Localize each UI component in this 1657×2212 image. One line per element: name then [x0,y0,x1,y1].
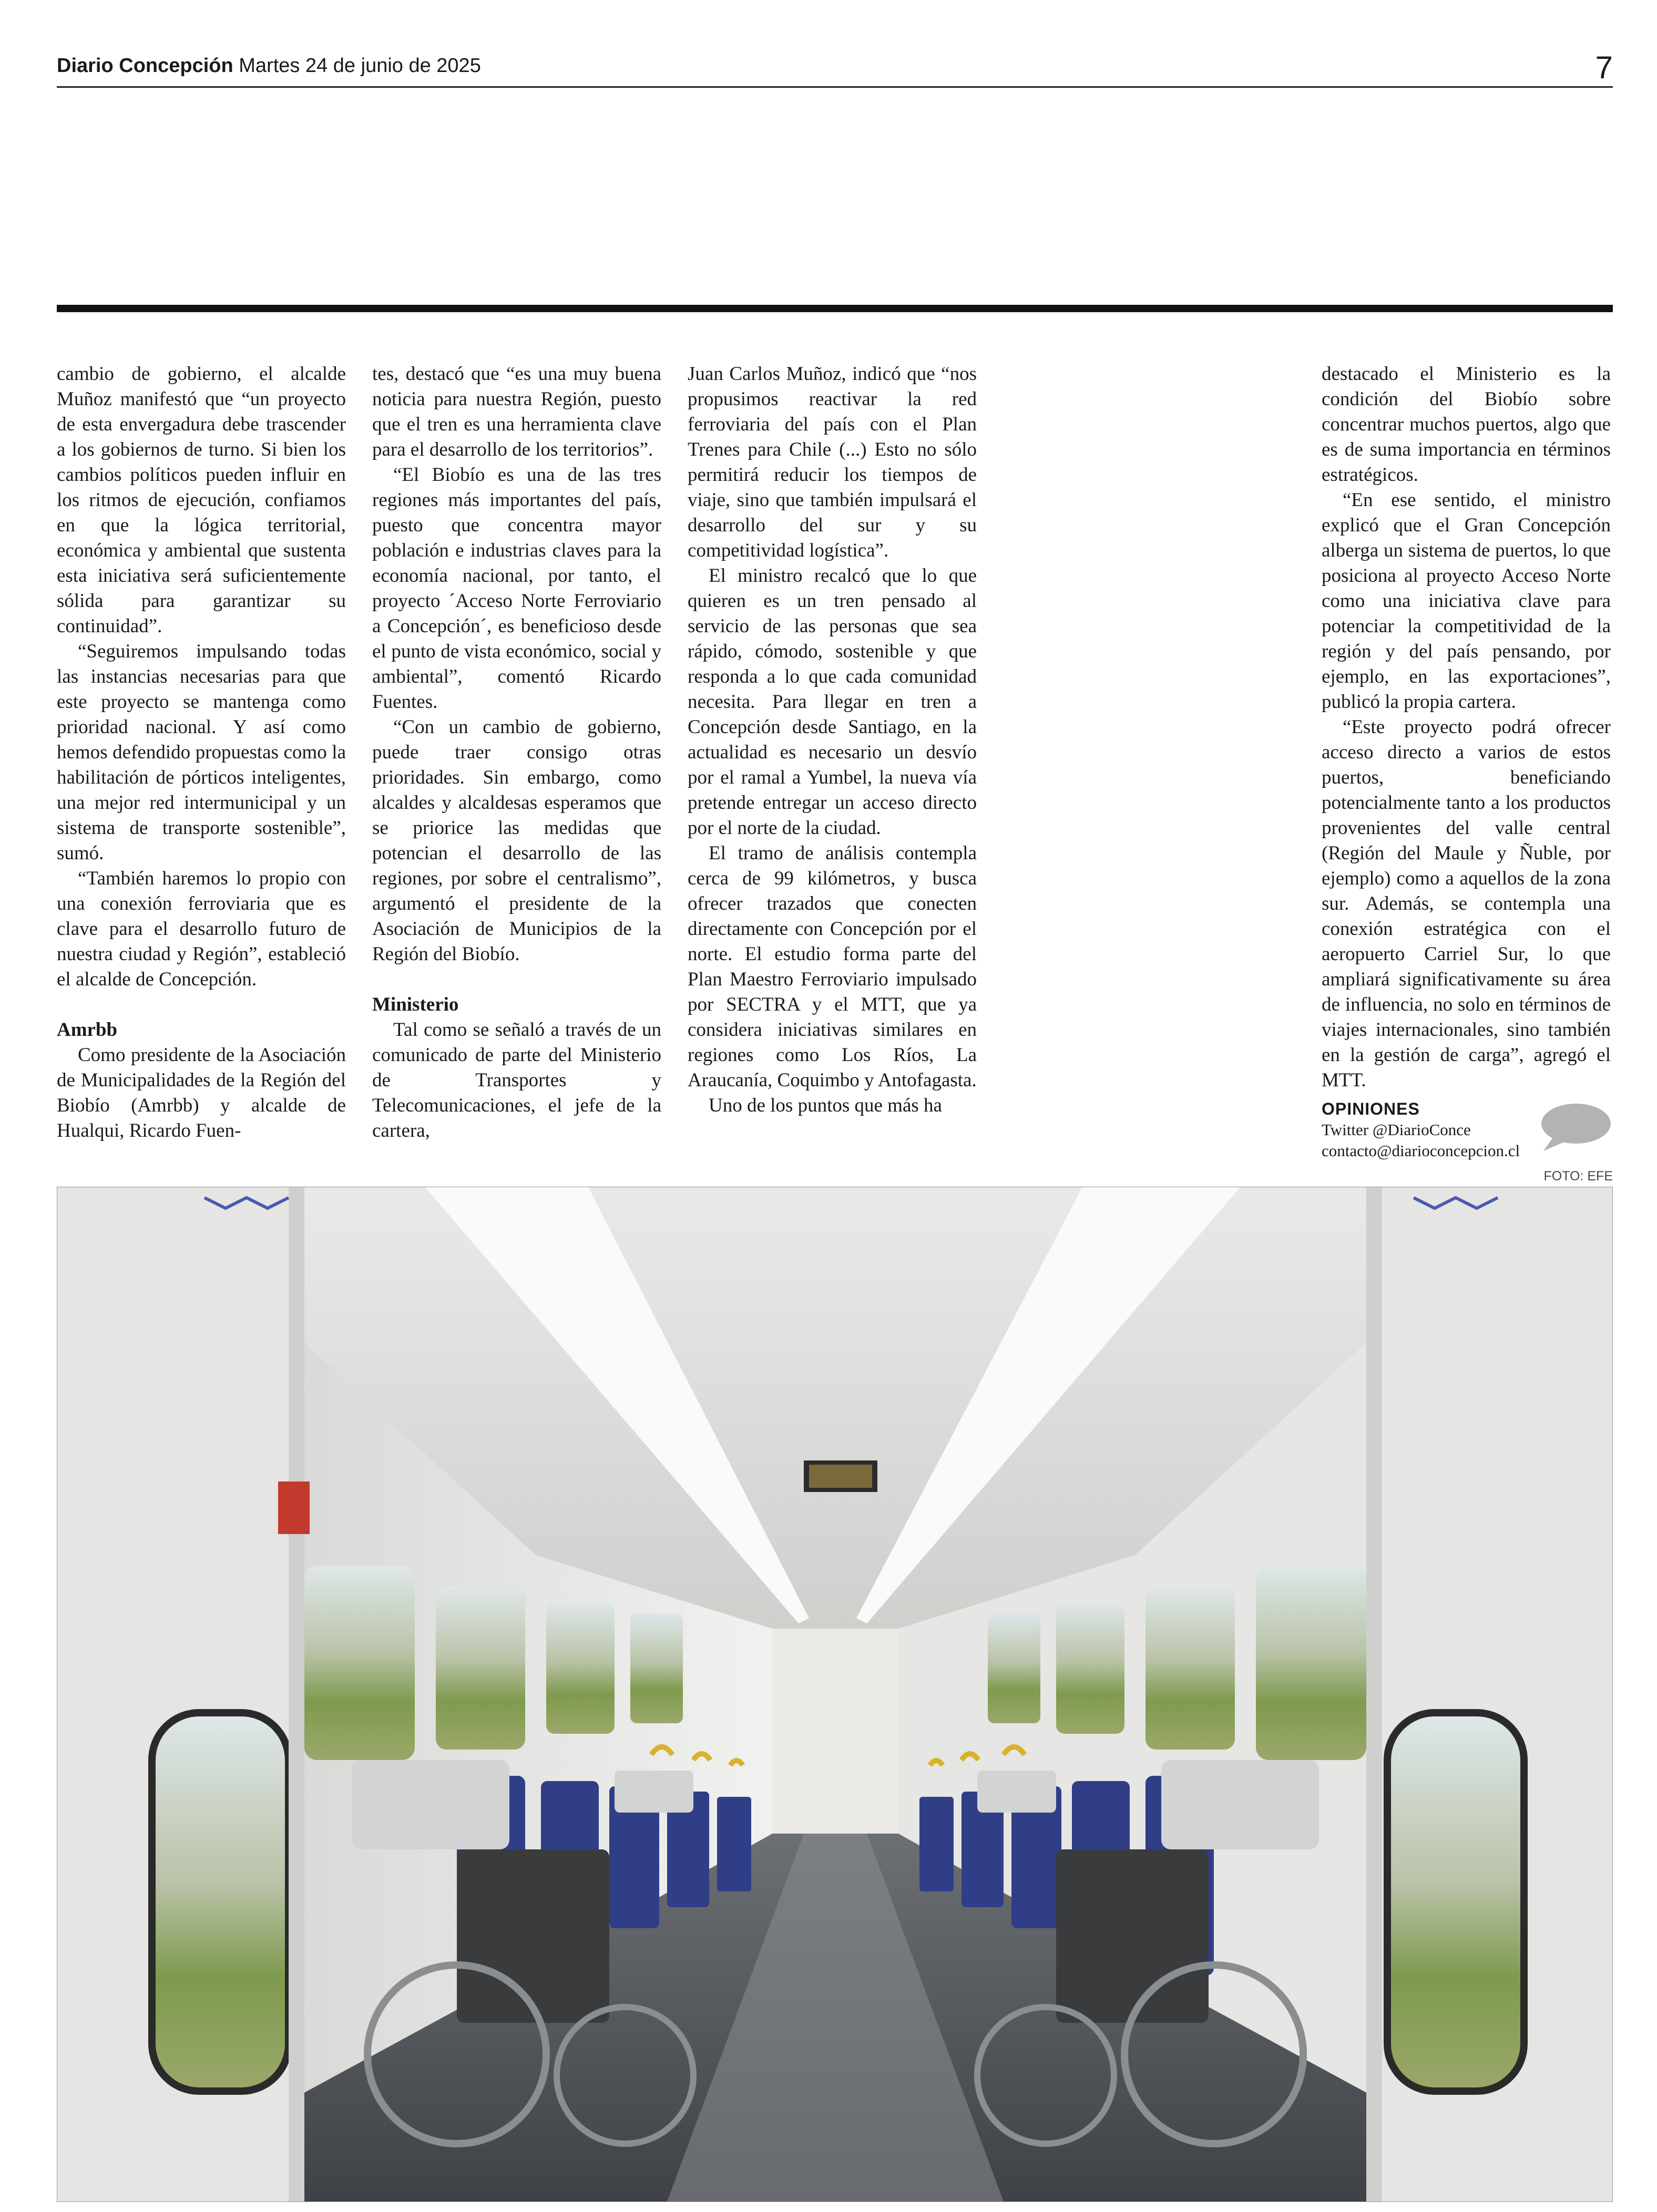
paragraph: Tal como se señaló a través de un comunicado de parte del Ministerio de Transportes y Telecomunicaciones, el jefe de la cartera, [372,1019,661,1141]
paragraph: “En ese sentido, el ministro explicó que el Gran Concepción alberga un sistema de puertos, lo que posiciona al proyecto Acceso Norte como una iniciativa clave para potenciar la competitividad de la región y del país pensando, por ejemplo, en las exportaciones”, publicó la propia cartera. [1322,489,1611,713]
speech-bubble-icon [1538,1102,1612,1153]
train-interior-photo [57,1187,1613,2202]
section-rule [57,305,1613,312]
paragraph: Como presidente de la Asociación de Municipalidades de la Región del Biobío (Amrbb) y alcalde de Hualqui, Ricardo Fuen- [57,1044,346,1141]
paragraph: “Seguiremos impulsando todas las instancias necesarias para que este proyecto se mantenga como prioridad nacional. Y así como hemos defendido propuestas como la habilitación de pórticos inteligentes, una mejor red intermunicipal y un sistema de transporte sostenible”, sumó. [57,641,346,864]
train-interior-illustration [57,1187,1612,2201]
page-number: 7 [1595,50,1613,85]
paragraph: Uno de los puntos que más ha [709,1095,942,1116]
page-header [57,48,1613,88]
photo-credit: FOTO: EFE [1543,1169,1613,1184]
paragraph: “Con un cambio de gobierno, puede traer consigo otras prioridades. Sin embargo, como alcaldes y alcaldesas esperamos que se priorice las medidas que potencian el desarrollo de las regiones, por sobre el centralismo”, argumentó el presidente de la Asociación de Municipios de la Región del Biobío. [372,716,661,965]
issue-date: Martes 24 de junio de 2025 [239,55,481,77]
subheading-ministerio: Ministerio [372,994,459,1015]
article-column-4 [1322,362,1611,1093]
paragraph: tes, destacó que “es una muy buena noticia para nuestra Región, puesto que el tren es una herramienta clave para el desarrollo de los territorios”. [372,363,661,460]
paragraph: Juan Carlos Muñoz, indicó que “nos propusimos reactivar la red ferroviaria del país con el Plan Trenes para Chile (...) Esto no sólo permitirá reducir los tiempos de viaje, sino que también impulsará el desarrollo del sur y su competitividad logística”. [688,363,977,561]
masthead [57,55,481,77]
opinions-twitter[interactable]: Twitter @DiarioConce [1322,1120,1471,1139]
subheading-amrbb: Amrbb [57,1019,118,1041]
publication-name: Diario Concepción [57,55,233,77]
article-column-3 [688,362,977,1118]
paragraph: cambio de gobierno, el alcalde Muñoz manifestó que “un proyecto de esta envergadura debe trascender a los gobiernos de turno. Si bien los cambios políticos pueden influir en los ritmos de ejecución, confiamos en que la lógica territorial, económica y ambiental que sustenta esta iniciativa será suficientemente sólida para garantizar su continuidad”. [57,363,346,637]
paragraph: El tramo de análisis contempla cerca de 99 kilómetros, y busca ofrecer trazados que conecten directamente con Concepción por el norte. El estudio forma parte del Plan Maestro Ferroviario impulsado por SECTRA y el MTT, que ya considera iniciativas similares en regiones como Los Ríos, La Araucanía, Coquimbo y Antofagasta. [688,842,977,1091]
paragraph: destacado el Ministerio es la condición del Biobío sobre concentrar muchos puertos, algo que es de suma importancia en términos estratégicos. [1322,363,1611,486]
paragraph: “También haremos lo propio con una conexión ferroviaria que es clave para el desarrollo futuro de nuestra ciudad y Región”, estableció el alcalde de Concepción. [57,868,346,990]
paragraph: “Este proyecto podrá ofrecer acceso directo a varios de estos puertos, beneficiando potencialmente tanto a los productos provenientes del valle central (Región del Maule y Ñuble, por ejemplo) como a aquellos de la zona sur. Además, se contempla una conexión estratégica con el aeropuerto Carriel Sur, lo que ampliará significativamente su área de influencia, no solo en términos de viajes internacionales, sino también en la gestión de carga”, agregó el MTT. [1322,716,1611,1091]
opinions-title: OPINIONES [1322,1099,1420,1118]
paragraph: El ministro recalcó que lo que quieren es un tren pensado al servicio de las personas que sea rápido, cómodo, sostenible y que responda a lo que cada comunidad necesita. Para llegar en tren a Concepción desde Santiago, en la actualidad es necesario un desvío por el ramal a Yumbel, la nueva vía pretende entregar un acceso directo por el norte de la ciudad. [688,565,977,839]
opinions-email[interactable]: contacto@diarioconcepcion.cl [1322,1141,1520,1160]
opinions-box [1322,1098,1532,1161]
article-column-1 [57,362,346,1144]
article-column-2 [372,362,661,1144]
paragraph: “El Biobío es una de las tres regiones más importantes del país, puesto que concentra mayor población e industrias claves para la economía nacional, por tanto, el proyecto ´Acceso Norte Ferroviario a Concepción´, es beneficioso desde el punto de vista económico, social y ambiental”, comentó Ricardo Fuentes. [372,464,661,713]
